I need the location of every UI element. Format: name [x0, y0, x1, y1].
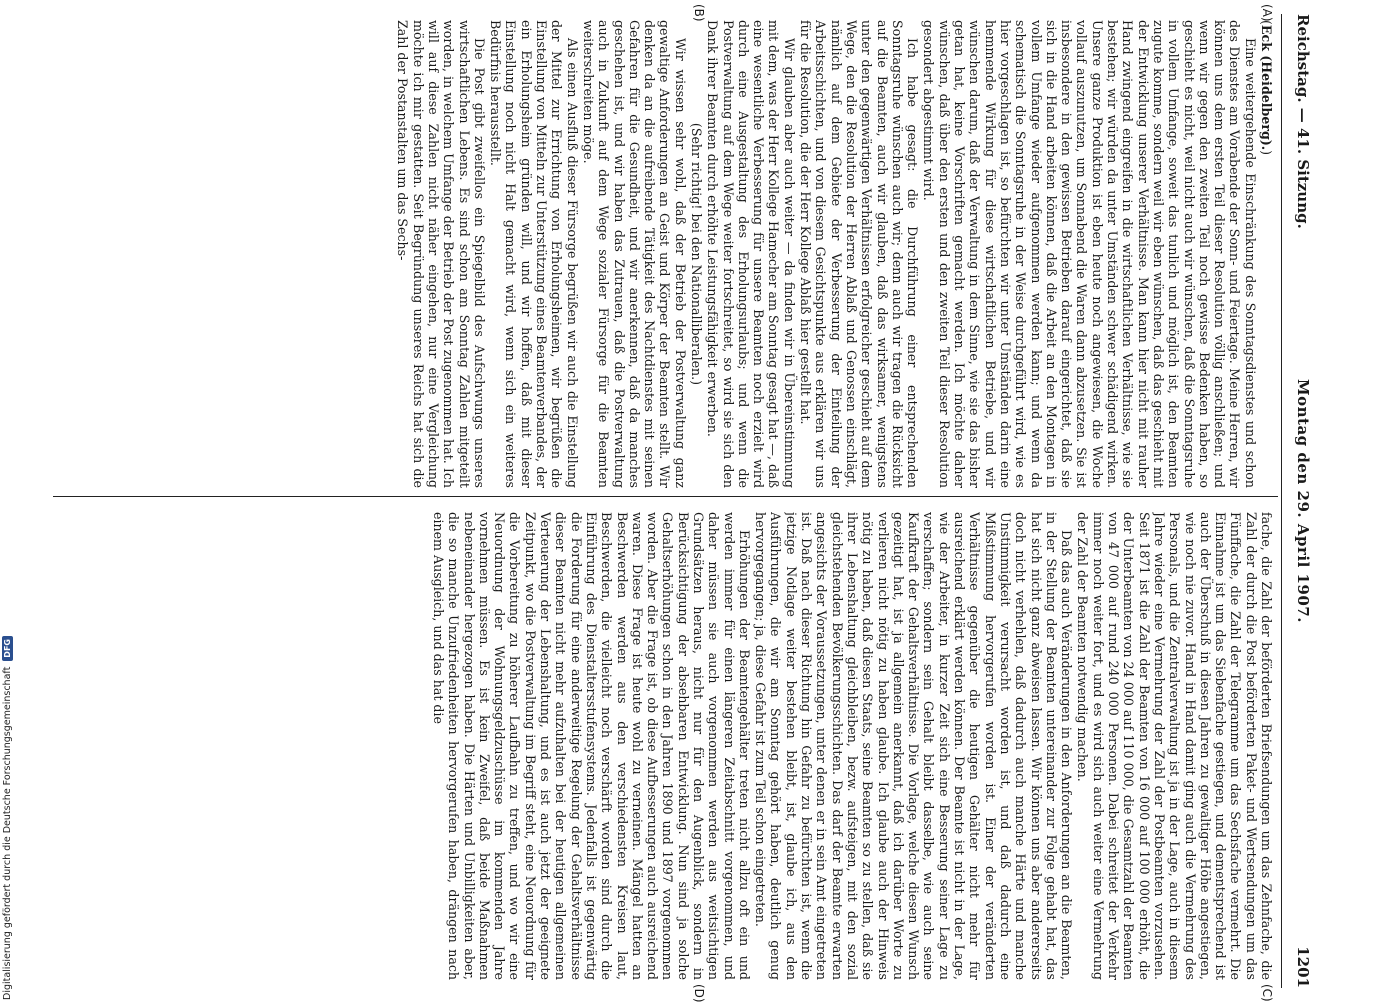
header-rule: [1281, 14, 1282, 988]
right-column: [54, 512, 1274, 980]
margin-marker-a: (A): [1260, 4, 1274, 22]
paragraph: Als einen Ausfluß dieser Fürsorge begrüßen wir auch die Einstellung der Mittel zur Errichtung von Erholungsheimen, wir begrüßen die Einstellung von Mitteln zur Unterstützung eines Beamtenverbandes, der ein Erholungsheim gründen will, und wir hoffen, daß mit dieser Einstellung noch nicht Halt gemacht wird, wenn sich ein weiteres Bedürfnis herausstellt.: [488, 20, 580, 488]
paragraph: Daß das auch Veränderungen in den Anforderungen an die Beamten, in der Stellung der Beamten untereinander zur Folge gehabt hat, das hat sich nicht ganz abweisen lassen. Wir können uns aber andererseits doch nicht verhehlen, daß dadurch auch manche Härte und manche Unstimmigkeit verursacht worden ist, und daß dadurch eine Mißstimmung hervorgerufen worden ist. Einer der veränderten Verhältnisse gegenüber die heutigen Gehälter nicht mehr für ausreichend erklärt werden können. Der Beamte ist nicht in der Lage, wie der Arbeiter, in kurzer Zeit sich eine Besserung seiner Lage zu verschaffen; sondern sein Gehalt bleibt dasselbe, wie auch seine Kaufkraft der Gehaltsverhältnisse. Die Vorlage, welche diesen Wunsch gezeitigt hat, ist ja allgemein anerkannt, daß ich darüber Worte zu verlieren nicht nötig zu haben glaube. Ich glaube auch der Hinweis nötig zu haben, daß diesen Staats, seine Beamten so zu stellen, daß sie ihrer Lebenshaltung gleichbleiben, bezw. aufsteigen, mit den sozial gleichstehenden Bevölkerungsschichten. Das darf der Beamte erwarten angesichts der Voraussetzungen, unter denen er in sein Amt eingetreten ist. Daß nach dieser Richtung hin Gefahr zu befürchten ist, wenn die jetzige Notlage weiter bestehen bleibt, ist, glaube ich, aus den Ausführungen, die wir am Sonntag gehört haben, deutlich genug hervorgegangen; ja, diese Gefahr ist zum Teil schon eingetreten.: [753, 512, 1075, 980]
column-divider: [53, 496, 1278, 497]
scanned-page: [48, 4, 1318, 1003]
header-date: Montag den 29. April 1907.: [1294, 379, 1312, 623]
credit-text: Digitalisierung gefördert durch die Deutsche Forschungsgemeinschaft: [2, 666, 13, 1000]
left-column: [54, 20, 1274, 488]
dfg-logo: DFG: [2, 636, 13, 661]
paragraph: Erhöhungen der Beamtengehälter treten nicht allzu oft ein und werden immer für einen längeren Zeitabschnitt vorgenommen, und daher müssen sie auch vorgenommen werden aus weitsichtigen Grundsätzen heraus, nicht nur für den Augenblick, sondern in Berücksichtigung der absehbaren Entwicklung. Nun sind ja solche Gehaltserhöhungen schon in den Jahren 1890 und 1897 vorgenommen worden. Aber die Frage ist, ob diese Aufbesserungen auch ausreichend waren. Diese Frage ist heute wohl zu verneinen. Mängel hatten an Beschwerden werden aus den verschiedensten Kreisen laut, Beschwerden, die vielleicht noch verschärft worden sind durch die Einführung des Dienstaltersstufensystems. Jedenfalls ist gegenwärtig die Forderung für eine anderweitige Regelung der Gehaltsverhältnisse dieser Beamten nicht mehr aufzuhalten bei der heutigen allgemeinen Verteuerung der Lebenshaltung, und es ist auch jetzt der geeignete Zeitpunkt, wo die Postverwaltung im Begriff steht, eine Neuordnung für die Vorbereitung zu höherer Laufbahn zu treffen, und wo wir eine Neuordnung der Wohnungsgeldzuschüsse im kommenden Jahre vornehmen müssen. Es ist kein Zweifel, daß beide Maßnahmen nebeneinander hergezogen haben. Die Härten und Unbilligkeiten aber, die so manche Unzufriedenheiten hervorgerufen haben, drängen nach einem Ausgleich, und das hat die: [430, 512, 752, 980]
paragraph: Die Post gibt zweifellos ein Spiegelbild des Aufschwungs unseres wirtschaftlichen Lebens. Es sind schon am Sonntag Zahlen mitgeteilt worden, in welchem Umfange der Betrieb der Post zugenommen hat. Ich will auf diese Zahlen nicht näher eingehen, nur eine Vergleichung möchte ich mir gestatten. Seit Begründung unseres Reichs hat sich die Zahl der Postanstalten um das Sechs-: [395, 20, 487, 488]
digitization-credit: [2, 0, 13, 1000]
paragraph: Wir wissen sehr wohl, daß der Betrieb der Postverwaltung ganz gewaltige Anforderungen an Geist und Körper der Beamten stellt. Wir denken da an die aufreibende Tätigkeit des Nachtdienstes mit seinen Gefahren für die Gesundheit, und wir anerkennen, daß da manches geschehen ist, und wir haben das Zutrauen, daß die Postverwaltung auch in Zukunft auf dem Wege sozialer Fürsorge für die Beamten weiterschreiten möge.: [580, 20, 688, 488]
margin-marker-d: (D): [692, 984, 706, 1003]
paragraph: Ich habe gesagt: die Durchführung einer entsprechenden Sonntagsruhe wünschen auch wir; denn auch wir tragen die Rücksicht auf die Beamten, auch wir glauben, daß das wirksamer, wenigstens unter den gegenwärtigen Verhältnissen erfolgreicher geschieht auf dem Wege, den die Resolution der Herren Ablaß und Genossen einschlägt, nämlich auf dem Gebiete der Verbesserung der Einteilung der Arbeitsschichten, und von diesem Gesichtspunkte aus erklären wir uns für die Resolution, die der Herr Kollege Ablaß hier gestellt hat.: [798, 20, 921, 488]
margin-marker-b: (B): [692, 4, 706, 22]
page-header: [1284, 14, 1318, 988]
speaker-line: (Eck (Heidelberg).): [1259, 20, 1274, 156]
header-session: Reichstag. — 41. Sitzung.: [1294, 14, 1312, 229]
paragraph: Eine weitergehende Einschränkung des Sonntagsdienstes und schon des Dienstes am Vorabende der Sonn- und Feiertage. Meine Herren, wir können uns dem ersten Teil dieser Resolution völlig anschließen; und wenn wir gegen den zweiten Teil noch gewisse Bedenken haben, so geschieht es nicht, weil nicht auch wir wünschen, daß die Sonntagsruhe in vollem Umfange, soweit das tunlich und möglich ist, den Beamten zugute komme, sondern weil wir eben wünschen, daß das geschieht mit der Entwicklung unserer Verhältnisse. Man kann hier nicht mit rauher Hand zwingend eingreifen in die wirtschaftlichen Verhältnisse, wie sie bestehen; wir würden da unter Umständen schwer schädigend wirken. Unsere ganze Produktion ist eben heute noch angewiesen, die Woche vollauf auszunutzen, um Sonnabend die Waren dann abzusetzen. Sie ist insbesondere in den gewissen Betrieben darauf eingerichtet, daß sie sich in die Hand arbeiten können, daß die Arbeit an den Montagen in vollem Umfange wieder aufgenommen werden kann; und wenn da schematisch die Sonntagsruhe in der Weise durchgeführt wird, wie es hier vorgeschlagen ist, so befürchten wir unter Umständen darin eine hemmende Wirkung für diese wirtschaftlichen Betriebe, und wir wünschen darum, daß der Verwaltung in dem Sinne, wie sie das bisher getan hat, keine Vorschriften gemacht werden. Ich möchte daher wünschen, daß über den ersten und den zweiten Teil dieser Resolution gesondert abgestimmt wird.: [921, 20, 1258, 488]
page-number: 1201: [1294, 946, 1312, 988]
interjection: (Sehr richtig! bei den Nationalliberalen.): [689, 122, 705, 386]
margin-marker-c: (C): [1260, 984, 1274, 1002]
speaker-name: Eck (Heidelberg).: [1259, 24, 1274, 151]
paragraph: fache, die Zahl der beförderten Briefsendungen um das Zehnfache, die Zahl der durch die Post beförderten Paket- und Wertsendungen um das Fünffache, die Zahl der Telegramme um das Sechsfache vermehrt. Die Einnahme ist um das Siebenfache gestiegen, und dementsprechend ist auch der Überschuß in diesen Jahren zu gewaltiger Höhe angestiegen, wie noch nie zuvor. Hand in Hand damit ging auch die Vermehrung des Personals, und die Zentralverwaltung ist ja in der Lage, auch in diesem Jahre wieder eine Vermehrung der Zahl der Postbeamten vorzusehen. Seit 1871 ist die Zahl der Beamten von 16 000 auf 100 000 erhöht, die der Unterbeamten von 24 000 auf 110 000, die Gesamtzahl der Beamten von 47 000 auf rund 240 000 Personen. Dabei schreitet der Verkehr immer noch weiter fort, und es wird sich auch weiter eine Vermehrung der Zahl der Beamten notwendig machen.: [1075, 512, 1274, 980]
paragraph: Wir glauben aber auch weiter — da finden wir in Übereinstimmung mit dem, was der Herr Kollege Hamecher am Sonntag gesagt hat —, daß eine wesentliche Verbesserung für unsere Beamten noch erzielt wird durch eine Ausgestaltung des Erholungsurlaubs; und wenn die Postverwaltung auf dem Wege weiter fortschreitet, so wird sie sich den Dank ihrer Beamten durch erhöhte Leistungsfähigkeit erwerben.: [705, 20, 797, 488]
